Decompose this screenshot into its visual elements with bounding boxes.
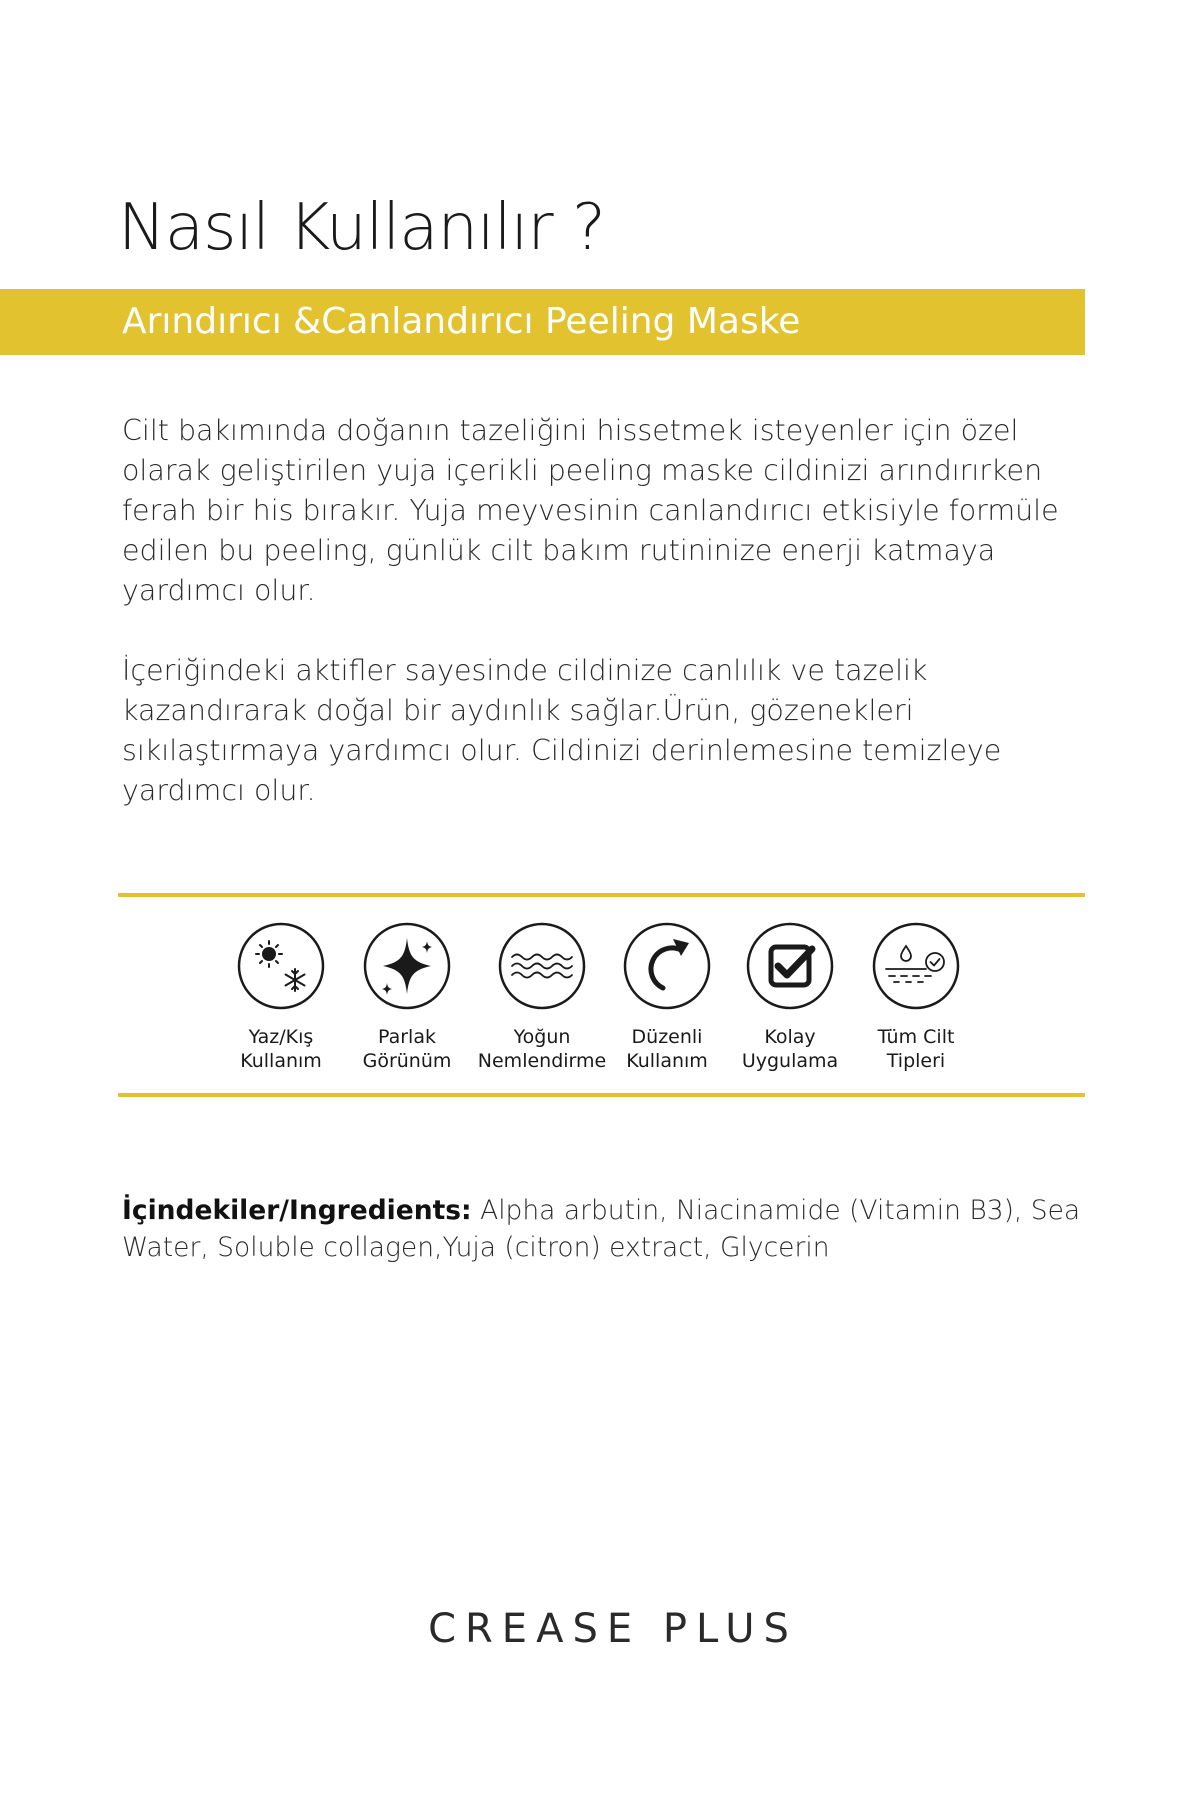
feature-label-line1: Tüm Cilt [877, 1026, 955, 1048]
sun-snowflake-icon [237, 922, 325, 1010]
ingredients-text [122, 1192, 1082, 1266]
feature-label-line1: Parlak [378, 1026, 436, 1048]
feature-label-line1: Düzenli [631, 1026, 703, 1048]
waves-icon [498, 922, 586, 1010]
feature-all-skin-types [836, 922, 996, 1073]
feature-label-line1: Yoğun [513, 1026, 571, 1048]
divider-top [118, 893, 1085, 897]
feature-label-line2: Uygulama [741, 1050, 839, 1072]
sparkle-icon [363, 922, 451, 1010]
description-paragraph-1: Cilt bakımında doğanın tazeliğini hissetmek isteyenler için özel olarak geliştirilen yuja içerikli peeling maske cildinizi arındırırken ferah bir his bırakır. Yuja meyvesinin canlandırıcı etkisiyle formüle edilen bu peeling, günlük cilt bakım rutininize enerji katmaya yardımcı olur. [122, 414, 1059, 607]
ingredients-label: İçindekiler/Ingredients: [122, 1195, 472, 1226]
brand-logo-text: CREASE PLUS [428, 1606, 798, 1652]
skin-drop-check-icon [872, 922, 960, 1010]
feature-label-line1: Yaz/Kış [248, 1026, 314, 1048]
feature-label-line2: Tipleri [886, 1050, 946, 1072]
feature-label-line1: Kolay [764, 1026, 816, 1048]
product-name: Arındırıcı &Canlandırıcı Peeling Maske [122, 301, 801, 342]
feature-label-line2: Nemlendirme [477, 1050, 607, 1072]
circular-arrow-icon [623, 922, 711, 1010]
divider-bottom [118, 1093, 1085, 1097]
feature-label-line2: Kullanım [240, 1050, 322, 1072]
ingredients-list: Alpha arbutin, Niacinamide (Vitamin B3), Sea Water, Soluble collagen,Yuja (citron) extract, Glycerin [122, 1195, 1081, 1263]
page-title: Nasıl Kullanılır ? [118, 191, 605, 265]
product-banner [0, 289, 1085, 355]
feature-label-line2: Görünüm [362, 1050, 452, 1072]
checkbox-icon [746, 922, 834, 1010]
feature-label-line2: Kullanım [626, 1050, 708, 1072]
description-paragraph-2: İçeriğindeki aktifler sayesinde cildinize canlılık ve tazelik kazandırarak doğal bir aydınlık sağlar.Ürün, gözenekleri sıkılaştırmaya yardımcı olur. Cildinizi derinlemesine temizleye yardımcı olur. [122, 654, 1002, 807]
